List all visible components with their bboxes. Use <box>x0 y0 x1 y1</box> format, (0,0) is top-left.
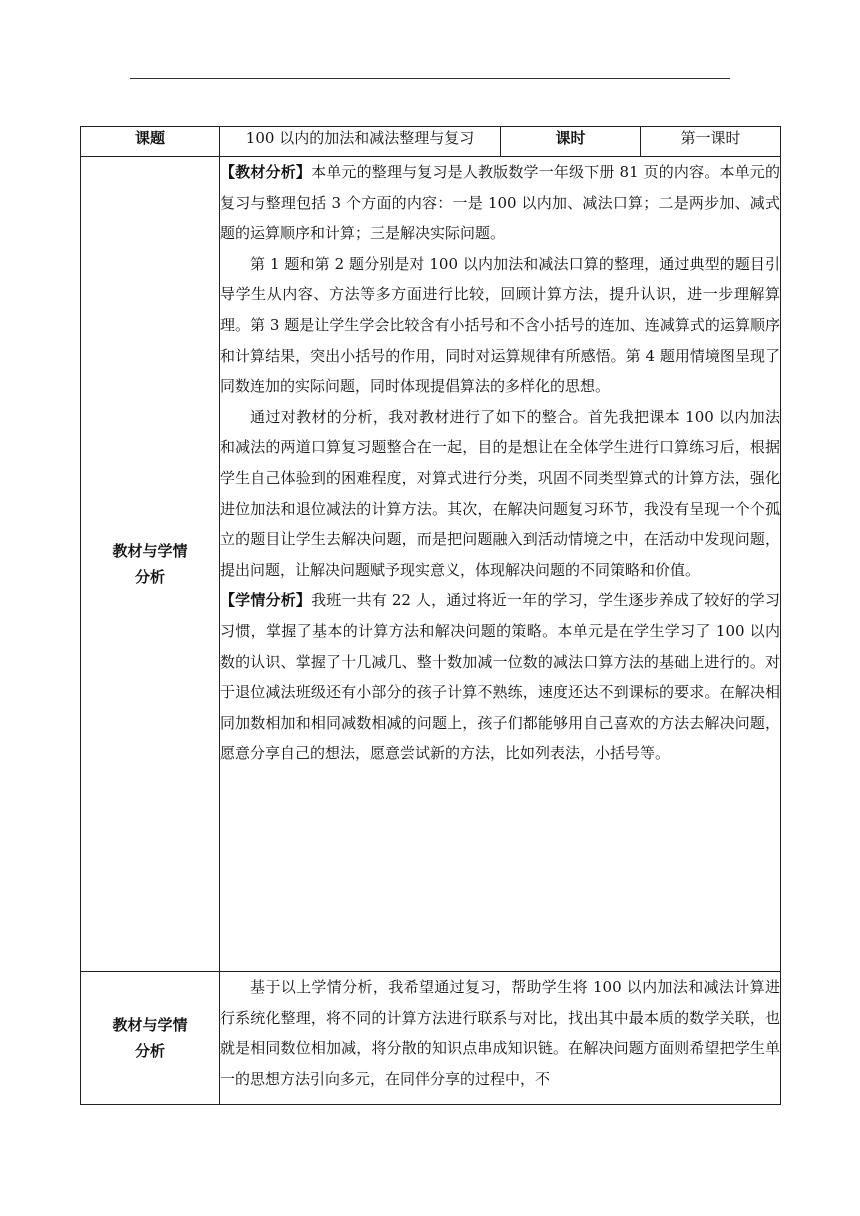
lesson-plan-table <box>80 126 781 1105</box>
header-row <box>81 127 781 157</box>
goals-paragraph: 基于以上学情分析，我希望通过复习，帮助学生将 100 以内加法和减法计算进行系统化整理，将不同的计算方法进行联系与对比，找出其中最本质的数学关联，也就是相同数位相加减，将分散的知识点串成知识链。在解决问题方面则希望把学生单一的思想方法引向多元，在同伴分享的过程中，不 <box>220 978 780 1088</box>
goals-label-line2: 分析 <box>134 1042 165 1060</box>
goals-label <box>81 972 220 1105</box>
analysis-row <box>81 157 781 972</box>
period-label: 课时 <box>501 127 641 157</box>
exercise-analysis-paragraph: 第 1 题和第 2 题分别是对 100 以内加法和减法口算的整理，通过典型的题目引导学生从内容、方法等多方面进行比较，回顾计算方法，提升认识，进一步理解算理。第 3 题是让学生学会比较含有小括号和不含小括号的连加、连减算式的运算顺序和计算结果，突出小括号的作用，同时对运算规律有所感悟。第 4 题用情境图呈现了同数连加的实际问题，同时体现提倡算法的多样化的思想。 <box>220 254 780 396</box>
goals-row <box>81 972 781 1105</box>
analysis-label-line1: 教材与学情 <box>112 542 188 560</box>
textbook-analysis-paragraph <box>220 157 780 249</box>
topic-value: 100 以内的加法和减法整理与复习 <box>220 127 501 157</box>
period-value: 第一课时 <box>641 127 781 157</box>
integration-paragraph: 通过对教材的分析，我对教材进行了如下的整合。首先我把课本 100 以内加法和减法的两道口算复习题整合在一起，目的是想让在全体学生进行口算练习后，根据学生自己体验到的困难程度，对算式进行分类，巩固不同类型算式的计算方法，强化进位加法和退位减法的计算方法。其次，在解决问题复习环节，我没有呈现一个个孤立的题目让学生去解决问题，而是把问题融入到活动情境之中，在活动中发现问题，提出问题，让解决问题赋予现实意义，体现解决问题的不同策略和价值。 <box>220 407 780 579</box>
student-analysis-tag: 【学情分析】 <box>220 591 312 610</box>
analysis-label-line2: 分析 <box>134 568 165 586</box>
textbook-analysis-tag: 【教材分析】 <box>220 163 312 181</box>
analysis-label <box>81 157 220 972</box>
textbook-analysis-text: 本单元的整理与复习是人教版数学一年级下册 81 页的内容。本单元的复习与整理包括 3 个方面的内容：一是 100 以内加、减法口算；二是两步加、减式题的运算顺序和计算；三是解决实际问题。 <box>220 163 780 243</box>
student-analysis-text: 我班一共有 22 人，通过将近一年的学习，学生逐步养成了较好的学习习惯，掌握了基本的计算方法和解决问题的策略。本单元是在学生学习了 100 以内数的认识、掌握了十几减几、整十数加减一位数的减法口算方法的基础上进行的。对于退位减法班级还有小部分的孩子计算不熟练，速度还达不到课标的要求。在解决相同加数相加和相同减数相减的问题上，孩子们都能够用自己喜欢的方法去解决问题，愿意分享自己的想法，愿意尝试新的方法，比如列表法，小括号等。 <box>220 591 780 763</box>
goals-label-line1: 教材与学情 <box>112 1016 188 1034</box>
header-rule <box>130 78 730 79</box>
student-analysis-paragraph <box>220 585 780 769</box>
goals-content <box>220 972 781 1105</box>
analysis-content <box>220 157 781 972</box>
topic-label: 课题 <box>81 127 220 157</box>
